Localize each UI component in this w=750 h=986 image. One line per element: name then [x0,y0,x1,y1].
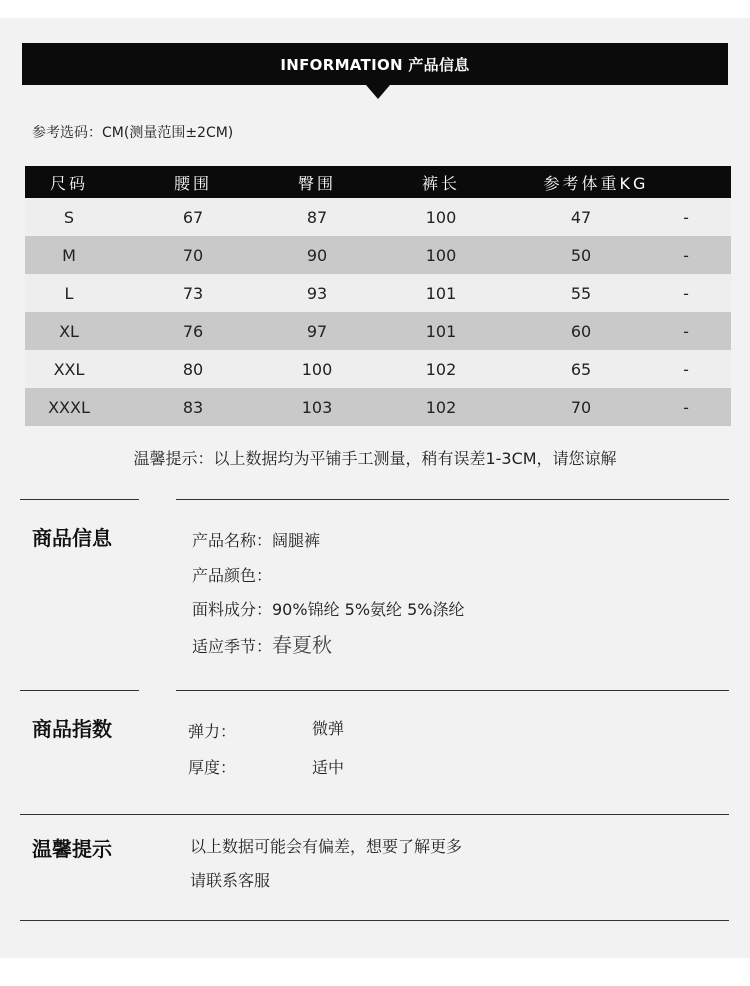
cell-size: XL [59,321,79,341]
measure-tip: 温馨提示：以上数据均为平铺手工测量，稍有误差1-3CM，请您谅解 [133,449,617,468]
cell-size: XXXL [48,397,90,417]
product-season [192,629,332,658]
cell-hip: 97 [306,321,328,341]
product-name: 产品名称：阔腿裤 [192,531,321,550]
cell-length: 100 [425,245,457,265]
cell-hip: 103 [301,397,333,417]
cell-waist: 67 [182,207,204,227]
cell-dash: - [683,283,689,303]
divider [20,690,139,691]
info-banner [22,43,728,85]
cell-length: 102 [425,359,457,379]
cell-waist: 80 [182,359,204,379]
header-size: 尺码 [49,173,88,193]
product-fabric: 面料成分：90%锦纶 5%氨纶 5%涤纶 [192,600,465,619]
cell-length: 101 [425,321,457,341]
header-length: 裤长 [421,173,460,193]
cell-waist: 76 [182,321,204,341]
elasticity-value: 微弹 [312,719,345,738]
cell-hip: 93 [306,283,328,303]
product-index-title: 商品指数 [32,717,112,741]
cell-dash: - [683,359,689,379]
divider [20,499,139,500]
table-header [25,166,731,198]
product-color: 产品颜色： [192,566,273,585]
cell-dash: - [683,397,689,417]
thickness-value: 适中 [312,758,345,777]
warm-tip-title: 温馨提示 [32,837,112,861]
elasticity-label: 弹力： [188,722,237,741]
cell-waist: 83 [182,397,204,417]
cell-weight: 65 [570,359,592,379]
product-info-title: 商品信息 [32,526,112,550]
header-weight: 参考体重KG [543,173,649,193]
cell-length: 101 [425,283,457,303]
banner-arrow [366,85,390,99]
divider [176,499,729,500]
divider [20,814,729,815]
cell-size: M [62,245,76,265]
banner-title: INFORMATION 产品信息 [280,55,470,74]
cell-hip: 90 [306,245,328,265]
cell-dash: - [683,207,689,227]
cell-weight: 50 [570,245,592,265]
divider [20,920,729,921]
thickness-label: 厚度： [188,758,237,777]
product-info-page [0,18,750,958]
cell-length: 100 [425,207,457,227]
warm-tip-line-1: 以上数据可能会有偏差，想要了解更多 [190,837,463,856]
cell-dash: - [683,245,689,265]
size-table [25,166,731,426]
table-row [25,198,731,236]
table-row [25,236,731,274]
cell-hip: 87 [306,207,328,227]
cell-weight: 47 [570,207,592,227]
header-hip: 臀围 [297,173,336,193]
cell-size: L [64,283,74,303]
cell-weight: 70 [570,397,592,417]
cell-dash: - [683,321,689,341]
table-row [25,388,731,426]
cell-weight: 55 [570,283,592,303]
cell-waist: 73 [182,283,204,303]
divider [176,690,729,691]
table-row [25,274,731,312]
cell-waist: 70 [182,245,204,265]
header-waist: 腰围 [173,173,212,193]
cell-length: 102 [425,397,457,417]
cell-size: S [63,207,75,227]
season-label: 适应季节： [192,637,273,656]
size-note: 参考选码：CM(测量范围±2CM) [32,125,234,141]
cell-hip: 100 [301,359,333,379]
cell-size: XXL [53,359,85,379]
table-row [25,350,731,388]
season-value: 春夏秋 [272,633,333,657]
warm-tip-line-2: 请联系客服 [190,871,271,890]
table-row [25,312,731,350]
cell-weight: 60 [570,321,592,341]
